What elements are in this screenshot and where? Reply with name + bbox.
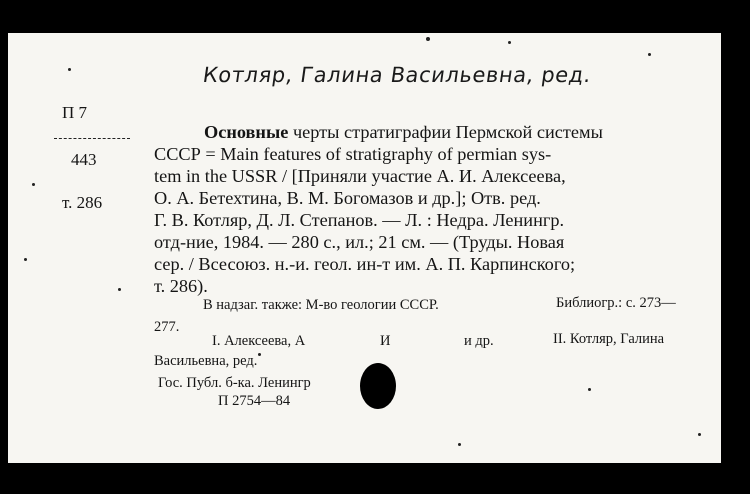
library-stamp-number: П 2754—84 (218, 393, 291, 409)
entry-line-8: т. 286). (154, 276, 208, 296)
entry-line-4: О. А. Бетехтина, В. М. Богомазов и др.]; Отв. ред. (154, 188, 541, 208)
note-bibliography: Библиогр.: с. 273— (556, 295, 676, 311)
dust-speck (258, 353, 261, 356)
tracing-coauthor: I. Алексеева, А (212, 333, 306, 349)
library-stamp-name: Гос. Публ. б-ка. Ленингр (158, 375, 311, 391)
dust-speck (458, 443, 461, 446)
dust-speck (118, 288, 121, 291)
bibliographic-entry (154, 121, 714, 297)
catalog-card (8, 33, 721, 463)
ink-blot (360, 363, 396, 409)
entry-line-5: Г. В. Котляр, Д. Л. Степанов. — Л. : Недра. Ленингр. (154, 210, 565, 230)
entry-title-lead: Основные (204, 122, 289, 142)
entry-line-7: сер. / Всесоюз. н.-и. геол. ин-т им. А. П. Карпинского; (154, 254, 576, 274)
dust-speck (648, 53, 651, 56)
tracing-editor: II. Котляр, Галина (553, 331, 665, 347)
dust-speck (32, 183, 35, 186)
entry-line-3: tem in the USSR / [Приняли участие А. И. Алексеева, (154, 166, 566, 186)
entry-line-6: отд-ние, 1984. — 280 с., ил.; 21 см. — (Труды. Новая (154, 232, 565, 252)
dust-speck (426, 37, 430, 41)
note-publisher-supervision: В надзаг. также: М-во геологии СССР. (203, 297, 439, 313)
tracing-coauthor-initial: И (380, 333, 391, 349)
call-number-class: П 7 (62, 103, 88, 122)
call-number-series-volume: т. 286 (62, 193, 103, 212)
handwritten-annotation: Котляр, Галина Васильевна, ред. (201, 63, 593, 87)
call-number-divider (54, 138, 130, 139)
entry-line-1 (154, 121, 714, 143)
tracing-editor-cont: Васильевна, ред. (154, 353, 258, 369)
tracing-et-al: и др. (464, 333, 494, 349)
entry-line-1-text: черты стратиграфии Пермской системы (292, 122, 603, 142)
entry-line-2: СССР = Main features of stratigraphy of permian sys- (154, 144, 552, 164)
dust-speck (698, 433, 701, 436)
dust-speck (68, 68, 71, 71)
dust-speck (24, 258, 27, 261)
call-number-number: 443 (71, 150, 97, 169)
dust-speck (588, 388, 591, 391)
note-bibliography-pages: 277. (154, 319, 180, 335)
dust-speck (508, 41, 511, 44)
